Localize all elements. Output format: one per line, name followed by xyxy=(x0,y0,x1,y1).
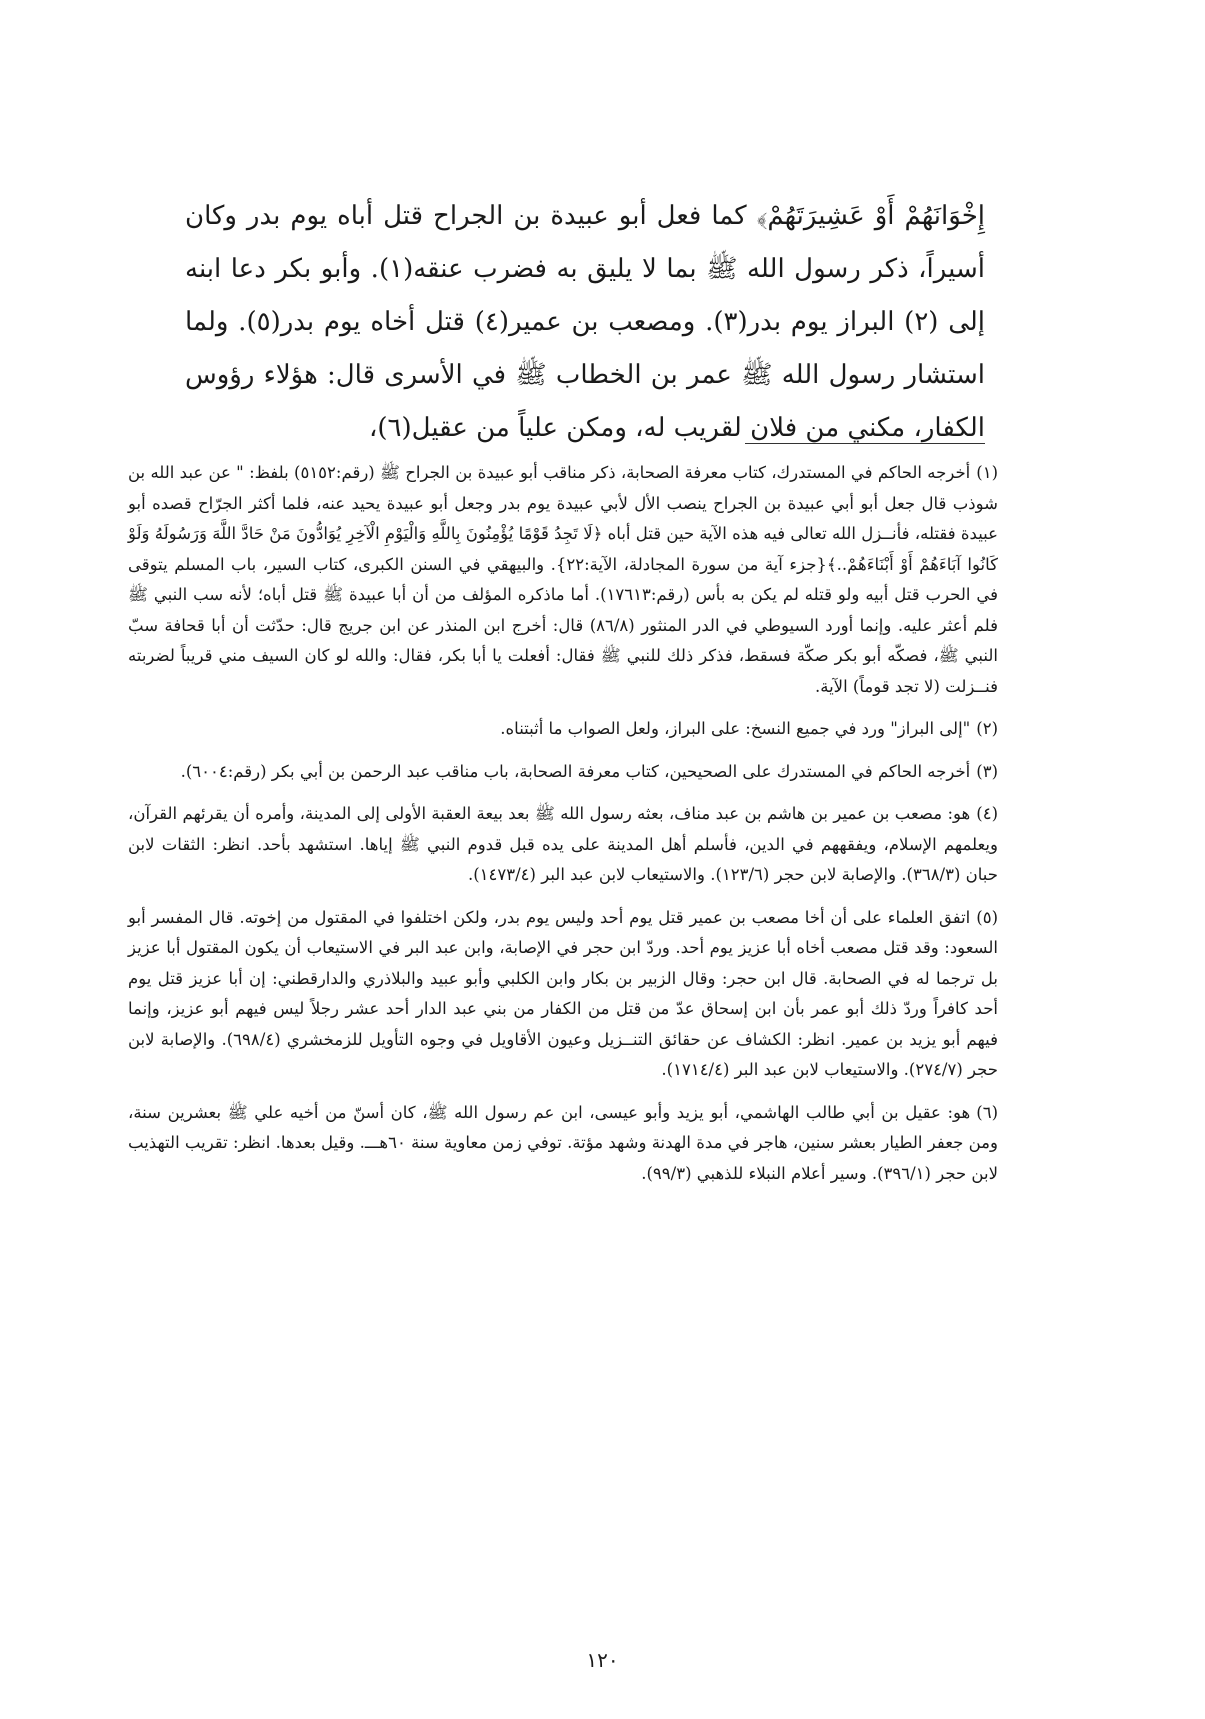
footnote-4 xyxy=(128,799,998,891)
main-text xyxy=(185,190,985,455)
footnote-text: هو: مصعب بن عمير بن هاشم بن عبد مناف، بعثه رسول الله ﷺ بعد بيعة العقبة الأولى إلى المدينة، وأمره أن يقرئهم القرآن، ويعلمهم الإسلام، ويفقههم في الدين، فأسلم أهل المدينة على يده قبل قدوم النبي ﷺ إياها. استشهد بأحد. انظر: الثقات لابن حبان (٣٦٨/٣). والإصابة لابن حجر (١٢٣/٦). والاستيعاب لابن عبد البر (١٤٧٣/٤). xyxy=(128,804,998,884)
footnote-number: (٣) xyxy=(976,761,998,781)
footnote-6 xyxy=(128,1098,998,1190)
footnote-number: (٦) xyxy=(976,1102,998,1122)
main-paragraph: إِخْوَانَهُمْ أَوْ عَشِيرَتَهُمْ﴾ كما فعل أبو عبيدة بن الجراح قتل أباه يوم بدر وكان أسيراً، ذكر رسول الله ﷺ بما لا يليق به فضرب عنقه(١). وأبو بكر دعا ابنه إلى (٢) البراز يوم بدر(٣). ومصعب بن عمير(٤) قتل أخاه يوم بدر(٥). ولما استشار رسول الله ﷺ عمر بن الخطاب ﷺ في الأسرى قال: هؤلاء رؤوس الكفار، مكني من فلان لقريب له، ومكن علياً من عقيل(٦)، xyxy=(185,201,986,443)
footnote-text: هو: عقيل بن أبي طالب الهاشمي، أبو يزيد وأبو عيسى، ابن عم رسول الله ﷺ، كان أسنّ من أخيه علي ﷺ بعشرين سنة، ومن جعفر الطيار بعشر سنين، هاجر في مدة الهدنة وشهد مؤتة. توفي زمن معاوية سنة ٦٠هـــ. وقيل بعدها. انظر: تقريب التهذيب لابن حجر (٣٩٦/١). وسير أعلام النبلاء للذهبي (٩٩/٣). xyxy=(128,1102,998,1183)
footnote-text: اتفق العلماء على أن أخا مصعب بن عمير قتل يوم أحد وليس يوم بدر، ولكن اختلفوا في المقتول من إخوته. قال المفسر أبو السعود: وقد قتل مصعب أخاه أبا عزيز يوم أحد. وردّ ابن حجر في الإصابة، وابن عبد البر في الاستيعاب أن يكون المقتول أبا عزيز بل ترجما له في الصحابة. قال ابن حجر: وقال الزبير بن بكار وابن الكلبي وأبو عبيد والبلاذري والدارقطني: إن أبا عزيز قتل يوم أحد كافراً وردّ ذلك أبو عمر بأن ابن إسحاق عدّ من قتل من الكفار من بني عبد الدار أحد عشر رجلاً ليس فيهم أبو عزيز، وإنما فيهم أبو يزيد بن عمير. انظر: الكشاف عن حقائق التنــزيل وعيون الأقاويل في وجوه التأويل للزمخشري (٦٩٨/٤). والإصابة لابن حجر (٢٧٤/٧). والاستيعاب لابن عبد البر (١٧١٤/٤). xyxy=(128,907,998,1079)
footnote-number: (١) xyxy=(976,463,998,482)
footnotes xyxy=(128,458,998,1201)
footnote-number: (٥) xyxy=(976,907,998,927)
footnote-1 xyxy=(128,458,998,702)
footnote-number: (٤) xyxy=(976,804,998,823)
footnote-text: أخرجه الحاكم في المستدرك، كتاب معرفة الصحابة، ذكر مناقب أبو عبيدة بن الجراح ﷺ (رقم:٥١٥٢) بلفظ: " عن عبد الله بن شوذب قال جعل أبو أبي عبيدة بن الجراح ينصب الأل لأبي عبيدة يوم بدر وجعل أبو عبيدة يحيد عنه، فلما أكثر الجرّاح قصده أبو عبيدة فقتله، فأنــزل الله تعالى فيه هذه الآية حين قتل أباه ﴿لَا تَجِدُ قَوْمًا يُؤْمِنُونَ بِاللَّهِ وَالْيَوْمِ الْآخِرِ يُوَادُّونَ مَنْ حَادَّ اللَّهَ وَرَسُولَهُ وَلَوْ كَانُوا آبَاءَهُمْ أَوْ أَبْنَاءَهُمْ..﴾{جزء آية من سورة المجادلة، الآية:٢٢}. والبيهقي في السنن الكبرى، كتاب السير، باب المسلم يتوقى في الحرب قتل أبيه ولو قتله لم يكن به بأس (رقم:١٧٦١٣). أما ماذكره المؤلف من أن أبا عبيدة ﷺ قتل أباه؛ لأنه سب النبي ﷺ فلم أعثر عليه. وإنما أورد السيوطي في الدر المنثور (٨٦/٨) قال: أخرج ابن المنذر عن ابن جريج قال: حدّثت أن أبا قحافة سبّ النبي ﷺ، فصكّه أبو بكر صكّة فسقط، فذكر ذلك للنبي ﷺ فقال: أفعلت يا أبا بكر، فقال: والله لو كان السيف مني قريباً لضربته فنــزلت (لا تجد قوماً) الآية. xyxy=(128,463,998,696)
footnote-number: (٢) xyxy=(976,719,998,738)
footnote-3 xyxy=(128,757,998,788)
footnote-5 xyxy=(128,903,998,1086)
page-number: ١٢٠ xyxy=(586,1648,619,1672)
footnote-separator xyxy=(745,443,985,444)
footnote-text: أخرجه الحاكم في المستدرك على الصحيحين، كتاب معرفة الصحابة، باب مناقب عبد الرحمن بن أبي بكر (رقم:٦٠٠٤). xyxy=(180,761,971,781)
footnote-2 xyxy=(128,714,998,745)
footnote-text: "إلى البراز" ورد في جميع النسخ: على البراز، ولعل الصواب ما أثبتناه. xyxy=(500,719,971,738)
